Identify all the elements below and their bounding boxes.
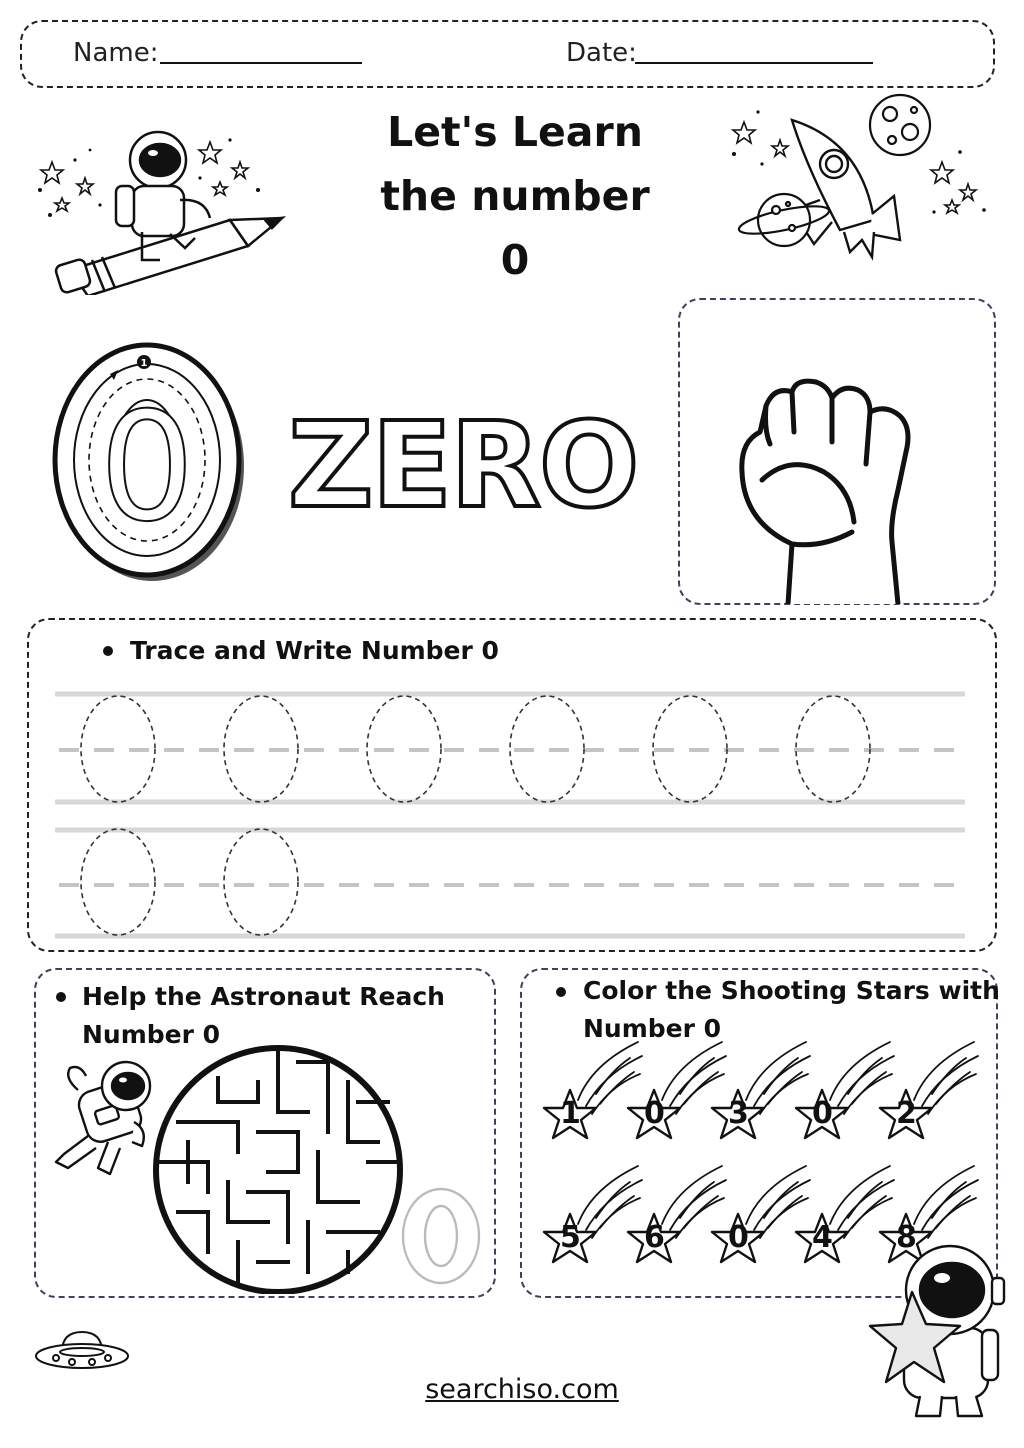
stars-title-line-2: Number 0	[583, 1014, 722, 1043]
shooting-star-number: 2	[896, 1096, 917, 1131]
shooting-star-number: 1	[560, 1096, 581, 1131]
shooting-star[interactable]	[618, 1034, 708, 1144]
stroke-order-marker: 1	[140, 358, 148, 369]
shooting-star[interactable]	[534, 1158, 624, 1268]
shooting-star[interactable]	[702, 1158, 792, 1268]
shooting-star-number: 0	[728, 1220, 749, 1255]
page-title	[360, 100, 670, 292]
shooting-star[interactable]	[618, 1158, 708, 1268]
title-line-1: Let's Learn	[387, 108, 643, 156]
maze-title-line-2: Number 0	[82, 1020, 221, 1049]
shooting-star-number: 3	[728, 1096, 749, 1131]
trace-grid	[55, 680, 967, 945]
ufo-icon	[32, 1322, 132, 1382]
shooting-star-number: 8	[896, 1220, 917, 1255]
shooting-star[interactable]	[870, 1034, 960, 1144]
shooting-star-number: 0	[812, 1096, 833, 1131]
number-word: ZERO	[288, 396, 638, 534]
shooting-star[interactable]	[786, 1158, 876, 1268]
bullet	[103, 646, 113, 656]
bullet	[56, 992, 66, 1002]
title-line-2: the number 0	[380, 172, 650, 284]
shooting-star[interactable]	[702, 1034, 792, 1144]
shooting-star[interactable]	[786, 1034, 876, 1144]
trace-title: Trace and Write Number 0	[130, 636, 499, 665]
date-label: Date:	[566, 38, 637, 68]
astronaut-on-pencil-icon	[30, 120, 290, 295]
shooting-star-number: 4	[812, 1220, 833, 1255]
rocket-scene-icon	[722, 92, 994, 262]
fist-hand-icon	[730, 372, 950, 604]
bullet	[556, 987, 566, 997]
shooting-star-number: 0	[644, 1096, 665, 1131]
header-box	[20, 20, 995, 88]
footer-site-link[interactable]: searchiso.com	[425, 1374, 619, 1405]
shooting-star-number: 5	[560, 1220, 581, 1255]
maze-target-zero	[400, 1186, 482, 1286]
big-numeral-zero	[52, 342, 252, 587]
name-line	[160, 62, 362, 64]
trace-zero-guide	[81, 829, 155, 935]
stars-title-line-1: Color the Shooting Stars with	[583, 976, 1000, 1005]
trace-zero-guide	[224, 829, 298, 935]
shooting-star-number: 6	[644, 1220, 665, 1255]
big-numeral-text: 0	[99, 381, 195, 555]
maze-icon	[148, 1042, 414, 1294]
maze-title-line-1: Help the Astronaut Reach	[82, 982, 445, 1011]
name-label: Name:	[73, 38, 159, 68]
moon-icon	[870, 95, 930, 155]
date-line	[635, 62, 873, 64]
shooting-star[interactable]	[534, 1034, 624, 1144]
